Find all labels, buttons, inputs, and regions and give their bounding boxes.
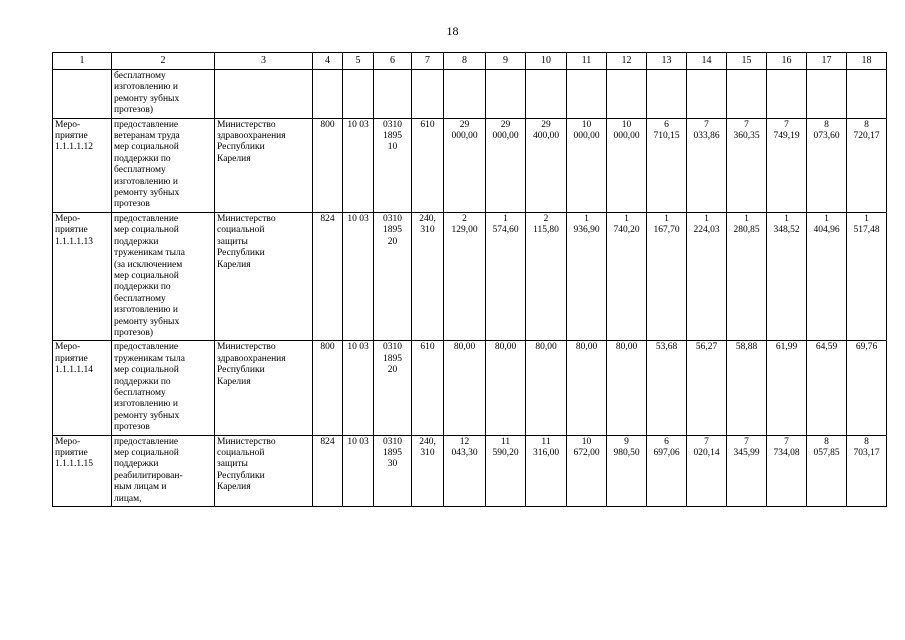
- value-cell-line: 280,85: [733, 225, 760, 236]
- value-cell-line: 749,19: [773, 131, 800, 142]
- description-cell-line: изготовлению и: [114, 399, 178, 410]
- empty-cell: [412, 70, 444, 119]
- budget-table: [52, 52, 887, 507]
- value-cell: [767, 341, 807, 435]
- value-cell-line: 360,35: [733, 131, 760, 142]
- value-cell-line: 574,60: [492, 225, 519, 236]
- value-cell: [647, 118, 687, 212]
- empty-cell: [567, 70, 607, 119]
- value-cell: [807, 118, 847, 212]
- expense-type-cell-line: 310: [420, 225, 435, 236]
- description-cell-line: поддержки по: [114, 153, 171, 164]
- value-cell-line: 167,70: [653, 225, 680, 236]
- executor-cell-line: защиты: [217, 236, 248, 247]
- value-cell: [687, 212, 727, 340]
- column-header: 14: [687, 53, 727, 70]
- value-cell-line: 1: [664, 213, 669, 224]
- section-cell: [343, 118, 374, 212]
- section-cell: [343, 212, 374, 340]
- description-cell-line: мер социальной: [114, 448, 179, 458]
- value-cell-line: 29: [459, 119, 470, 130]
- code-cell: [313, 212, 343, 340]
- expense-type-cell-line: 240,: [419, 213, 436, 224]
- target-article-cell-line: 0310: [383, 436, 402, 447]
- value-cell: [567, 341, 607, 435]
- description-cell-line: ремонту зубных: [114, 316, 180, 327]
- value-cell-line: 703,17: [853, 448, 880, 458]
- value-cell-line: 1: [624, 213, 629, 224]
- value-cell-line: 8: [864, 119, 869, 130]
- value-cell-line: 8: [864, 436, 869, 447]
- value-cell: [567, 118, 607, 212]
- value-cell-line: 404,96: [813, 225, 840, 236]
- value-cell-line: 740,20: [613, 225, 640, 236]
- code-cell-line: 800: [320, 342, 335, 353]
- value-cell-line: 1: [704, 213, 709, 224]
- description-cell-line: бесплатному: [114, 387, 166, 398]
- value-cell: [847, 212, 887, 340]
- value-cell-line: 64,59: [815, 342, 838, 353]
- value-cell-line: 348,52: [773, 225, 800, 236]
- description-cell-line: лицам,: [114, 493, 142, 504]
- column-header: 8: [444, 53, 486, 70]
- executor-cell-line: Республики: [217, 248, 265, 259]
- target-article-cell-line: 20: [387, 365, 398, 376]
- row-id-cell-line: 1.1.1.1.14: [55, 365, 93, 376]
- expense-type-cell: [412, 435, 444, 506]
- value-cell-line: 400,00: [532, 131, 560, 142]
- description-cell: [112, 435, 215, 506]
- target-article-cell: [374, 435, 412, 506]
- row-id-cell-line: Меро-: [55, 436, 81, 447]
- description-cell-line: мер социальной: [114, 270, 179, 281]
- value-cell: [607, 212, 647, 340]
- value-cell-line: 000,00: [613, 131, 640, 142]
- column-header: 18: [847, 53, 887, 70]
- column-header: 3: [215, 53, 313, 70]
- description-cell-line: изготовлению и: [114, 176, 178, 187]
- empty-cell: [313, 70, 343, 119]
- value-cell-line: 224,03: [693, 225, 720, 236]
- value-cell-line: 61,99: [775, 342, 798, 353]
- executor-cell-line: социальной: [217, 448, 265, 458]
- value-cell-line: 033,86: [693, 131, 720, 142]
- description-cell-line: поддержки по: [114, 376, 171, 387]
- description-cell-line: мер социальной: [114, 142, 179, 153]
- description-cell-line: ремонту зубных: [114, 93, 180, 104]
- description-cell-line: ремонту зубных: [114, 188, 180, 199]
- row-id-cell: [53, 118, 112, 212]
- description-cell-line: протезов: [114, 199, 150, 210]
- value-cell: [607, 341, 647, 435]
- column-header: 4: [313, 53, 343, 70]
- executor-cell: [215, 118, 313, 212]
- description-cell-line: ным лицам и: [114, 482, 167, 493]
- value-cell-line: 7: [704, 436, 709, 447]
- value-cell: [567, 212, 607, 340]
- target-article-cell-line: 30: [387, 459, 398, 470]
- value-cell-line: 697,06: [653, 448, 680, 458]
- value-cell: [486, 435, 526, 506]
- target-article-cell: [374, 341, 412, 435]
- row-id-cell: [53, 435, 112, 506]
- description-cell-line: бесплатному: [114, 165, 166, 176]
- value-cell-line: 7: [744, 119, 749, 130]
- column-header: 5: [343, 53, 374, 70]
- value-cell: [847, 435, 887, 506]
- description-cell-line: бесплатному: [114, 71, 166, 81]
- description-cell-line: труженикам тыла: [114, 248, 185, 259]
- executor-cell-line: Республики: [217, 470, 265, 481]
- target-article-cell-line: 0310: [383, 119, 402, 130]
- value-cell-line: 10: [581, 119, 592, 130]
- section-cell-line: 10 03: [347, 436, 369, 447]
- empty-cell: [526, 70, 567, 119]
- value-cell-line: 7: [784, 436, 789, 447]
- expense-type-cell: [412, 341, 444, 435]
- table-row: [53, 435, 887, 506]
- row-id-cell-line: 1.1.1.1.15: [55, 459, 93, 470]
- description-cell-line: поддержки: [114, 236, 159, 247]
- value-cell: [647, 212, 687, 340]
- target-article-cell-line: 1895: [383, 353, 402, 364]
- row-id-cell-line: приятие: [55, 131, 88, 142]
- description-cell-line: труженикам тыла: [114, 353, 185, 364]
- value-cell-line: 58,88: [735, 342, 758, 353]
- value-cell-line: 29: [500, 119, 511, 130]
- expense-type-cell-line: 610: [420, 342, 435, 353]
- section-cell-line: 10 03: [347, 342, 369, 353]
- value-cell-line: 2: [462, 213, 467, 224]
- column-header: 13: [647, 53, 687, 70]
- value-cell-line: 80,00: [535, 342, 557, 353]
- value-cell-line: 6: [664, 119, 669, 130]
- executor-cell-line: Карелия: [217, 376, 251, 387]
- target-article-cell: [374, 118, 412, 212]
- value-cell: [687, 435, 727, 506]
- empty-cell: [215, 70, 313, 119]
- target-article-cell: [374, 212, 412, 340]
- executor-cell-line: Министерство: [217, 119, 276, 130]
- value-cell: [444, 118, 486, 212]
- value-cell-line: 8: [824, 119, 829, 130]
- value-cell-line: 020,14: [693, 448, 720, 458]
- code-cell: [313, 118, 343, 212]
- continuation-row: [53, 70, 887, 119]
- value-cell: [847, 341, 887, 435]
- value-cell-line: 2: [543, 213, 549, 224]
- column-header: 17: [807, 53, 847, 70]
- value-cell: [727, 118, 767, 212]
- value-cell-line: 057,85: [813, 448, 840, 458]
- empty-cell: [647, 70, 687, 119]
- row-id-cell-line: Меро-: [55, 213, 81, 224]
- value-cell-line: 517,48: [853, 225, 880, 236]
- description-cell-line: мер социальной: [114, 225, 179, 236]
- value-cell-line: 8: [824, 436, 829, 447]
- description-cell-line: предоставление: [114, 342, 179, 353]
- value-cell: [567, 435, 607, 506]
- header-row: [53, 53, 887, 70]
- value-cell: [526, 118, 567, 212]
- executor-cell-line: Министерство: [217, 342, 276, 353]
- target-article-cell-line: 1895: [383, 131, 402, 142]
- section-cell: [343, 341, 374, 435]
- description-cell-line: изготовлению и: [114, 82, 178, 93]
- description-cell-line: протезов): [114, 105, 154, 116]
- value-cell-line: 7: [704, 119, 709, 130]
- empty-cell: [486, 70, 526, 119]
- target-article-cell-line: 0310: [383, 342, 402, 353]
- table-row: [53, 118, 887, 212]
- value-cell: [807, 435, 847, 506]
- value-cell-line: 590,20: [492, 448, 519, 458]
- value-cell: [526, 341, 567, 435]
- row-id-cell-line: Меро-: [55, 119, 81, 130]
- value-cell-line: 80,00: [494, 342, 517, 353]
- description-cell: [112, 70, 215, 119]
- row-id-cell-line: приятие: [55, 225, 88, 236]
- empty-cell: [607, 70, 647, 119]
- target-article-cell-line: 10: [387, 142, 398, 153]
- section-cell: [343, 435, 374, 506]
- expense-type-cell-line: 240,: [419, 436, 436, 447]
- value-cell: [526, 212, 567, 340]
- description-cell: [112, 118, 215, 212]
- empty-cell: [343, 70, 374, 119]
- row-id-cell-line: приятие: [55, 353, 88, 364]
- executor-cell: [215, 435, 313, 506]
- executor-cell-line: Республики: [217, 365, 265, 376]
- empty-cell: [374, 70, 412, 119]
- value-cell-line: 129,00: [451, 225, 478, 236]
- column-header: 12: [607, 53, 647, 70]
- target-article-cell-line: 1895: [383, 448, 402, 458]
- column-header: 9: [486, 53, 526, 70]
- row-id-cell-line: 1.1.1.1.13: [55, 236, 93, 247]
- value-cell-line: 000,00: [573, 131, 600, 142]
- value-cell-line: 11: [541, 436, 551, 447]
- value-cell-line: 980,50: [613, 448, 640, 458]
- value-cell-line: 710,15: [653, 131, 680, 142]
- section-cell-line: 10 03: [347, 119, 369, 130]
- target-article-cell-line: 0310: [383, 213, 402, 224]
- executor-cell-line: Министерство: [217, 436, 276, 447]
- value-cell: [767, 118, 807, 212]
- value-cell-line: 000,00: [451, 131, 478, 142]
- empty-cell: [807, 70, 847, 119]
- value-cell-line: 69,76: [855, 342, 878, 353]
- value-cell-line: 345,99: [733, 448, 760, 458]
- value-cell-line: 1: [824, 213, 829, 224]
- value-cell-line: 1: [744, 213, 749, 224]
- executor-cell-line: Карелия: [217, 259, 251, 270]
- code-cell: [313, 341, 343, 435]
- description-cell-line: ветеранам труда: [114, 131, 180, 142]
- expense-type-cell: [412, 118, 444, 212]
- executor-cell-line: Карелия: [217, 153, 251, 164]
- executor-cell-line: Карелия: [217, 482, 251, 493]
- code-cell-line: 824: [320, 436, 335, 447]
- description-cell-line: протезов): [114, 327, 154, 338]
- value-cell-line: 073,60: [813, 131, 840, 142]
- value-cell-line: 12: [459, 436, 470, 447]
- value-cell: [486, 118, 526, 212]
- column-header: 11: [567, 53, 607, 70]
- description-cell-line: изготовлению и: [114, 305, 178, 316]
- value-cell-line: 56,27: [695, 342, 718, 353]
- value-cell: [767, 212, 807, 340]
- value-cell: [486, 341, 526, 435]
- description-cell-line: предоставление: [114, 213, 179, 224]
- row-id-cell: [53, 70, 112, 119]
- empty-cell: [444, 70, 486, 119]
- description-cell: [112, 341, 215, 435]
- target-article-cell-line: 20: [387, 236, 398, 247]
- value-cell-line: 7: [784, 119, 789, 130]
- code-cell-line: 800: [320, 119, 335, 130]
- row-id-cell-line: 1.1.1.1.12: [55, 142, 93, 153]
- value-cell-line: 6: [664, 436, 669, 447]
- value-cell-line: 29: [541, 119, 551, 130]
- column-header: 7: [412, 53, 444, 70]
- description-cell-line: протезов: [114, 422, 150, 433]
- value-cell: [444, 341, 486, 435]
- value-cell-line: 10: [581, 436, 592, 447]
- description-cell: [112, 212, 215, 340]
- value-cell-line: 734,08: [773, 448, 800, 458]
- value-cell: [807, 341, 847, 435]
- value-cell-line: 1: [784, 213, 789, 224]
- row-id-cell-line: Меро-: [55, 342, 81, 353]
- row-id-cell-line: приятие: [55, 448, 88, 458]
- section-cell-line: 10 03: [347, 213, 369, 224]
- value-cell-line: 80,00: [615, 342, 638, 353]
- executor-cell-line: Министерство: [217, 213, 276, 224]
- value-cell-line: 115,80: [533, 225, 559, 236]
- value-cell: [444, 435, 486, 506]
- expense-type-cell: [412, 212, 444, 340]
- value-cell: [647, 435, 687, 506]
- column-header: 10: [526, 53, 567, 70]
- description-cell-line: ремонту зубных: [114, 410, 180, 421]
- target-article-cell-line: 1895: [383, 225, 402, 236]
- value-cell-line: 1: [584, 213, 589, 224]
- empty-cell: [727, 70, 767, 119]
- value-cell: [687, 118, 727, 212]
- value-cell: [727, 341, 767, 435]
- value-cell-line: 11: [500, 436, 511, 447]
- column-header: 16: [767, 53, 807, 70]
- code-cell: [313, 435, 343, 506]
- row-id-cell: [53, 212, 112, 340]
- value-cell-line: 80,00: [575, 342, 598, 353]
- description-cell-line: предоставление: [114, 119, 179, 130]
- table-row: [53, 341, 887, 435]
- description-cell-line: поддержки по: [114, 282, 171, 293]
- value-cell-line: 53,68: [655, 342, 678, 353]
- code-cell-line: 824: [320, 213, 335, 224]
- description-cell-line: поддержки: [114, 459, 159, 470]
- value-cell: [647, 341, 687, 435]
- description-cell-line: бесплатному: [114, 293, 166, 304]
- value-cell-line: 80,00: [453, 342, 476, 353]
- column-header: 2: [112, 53, 215, 70]
- expense-type-cell-line: 310: [420, 448, 435, 458]
- value-cell: [847, 118, 887, 212]
- value-cell: [767, 435, 807, 506]
- expense-type-cell-line: 610: [420, 119, 435, 130]
- value-cell-line: 000,00: [492, 131, 519, 142]
- table-row: [53, 212, 887, 340]
- empty-cell: [847, 70, 887, 119]
- value-cell-line: 316,00: [532, 448, 560, 458]
- value-cell: [727, 212, 767, 340]
- value-cell-line: 672,00: [573, 448, 600, 458]
- empty-cell: [767, 70, 807, 119]
- value-cell: [727, 435, 767, 506]
- value-cell-line: 1: [864, 213, 869, 224]
- description-cell-line: (за исключением: [114, 259, 183, 270]
- value-cell: [486, 212, 526, 340]
- description-cell-line: предоставление: [114, 436, 179, 447]
- column-header: 1: [53, 53, 112, 70]
- value-cell: [444, 212, 486, 340]
- value-cell-line: 720,17: [853, 131, 880, 142]
- value-cell: [526, 435, 567, 506]
- executor-cell-line: Республики: [217, 142, 265, 153]
- value-cell: [807, 212, 847, 340]
- empty-cell: [687, 70, 727, 119]
- page-number: 18: [446, 24, 459, 38]
- description-cell-line: мер социальной: [114, 365, 179, 376]
- executor-cell: [215, 212, 313, 340]
- value-cell: [607, 118, 647, 212]
- value-cell: [607, 435, 647, 506]
- value-cell-line: 043,30: [451, 448, 478, 458]
- executor-cell: [215, 341, 313, 435]
- column-header: 15: [727, 53, 767, 70]
- description-cell-line: реабилитирован-: [114, 470, 183, 481]
- executor-cell-line: здравоохранения: [217, 353, 286, 364]
- value-cell-line: 1: [503, 213, 508, 224]
- executor-cell-line: здравоохранения: [217, 131, 286, 142]
- executor-cell-line: защиты: [217, 459, 248, 470]
- value-cell-line: 10: [621, 119, 632, 130]
- value-cell-line: 9: [624, 436, 629, 447]
- column-header: 6: [374, 53, 412, 70]
- row-id-cell: [53, 341, 112, 435]
- value-cell-line: 7: [744, 436, 749, 447]
- executor-cell-line: социальной: [217, 225, 265, 236]
- value-cell-line: 936,90: [573, 225, 600, 236]
- value-cell: [687, 341, 727, 435]
